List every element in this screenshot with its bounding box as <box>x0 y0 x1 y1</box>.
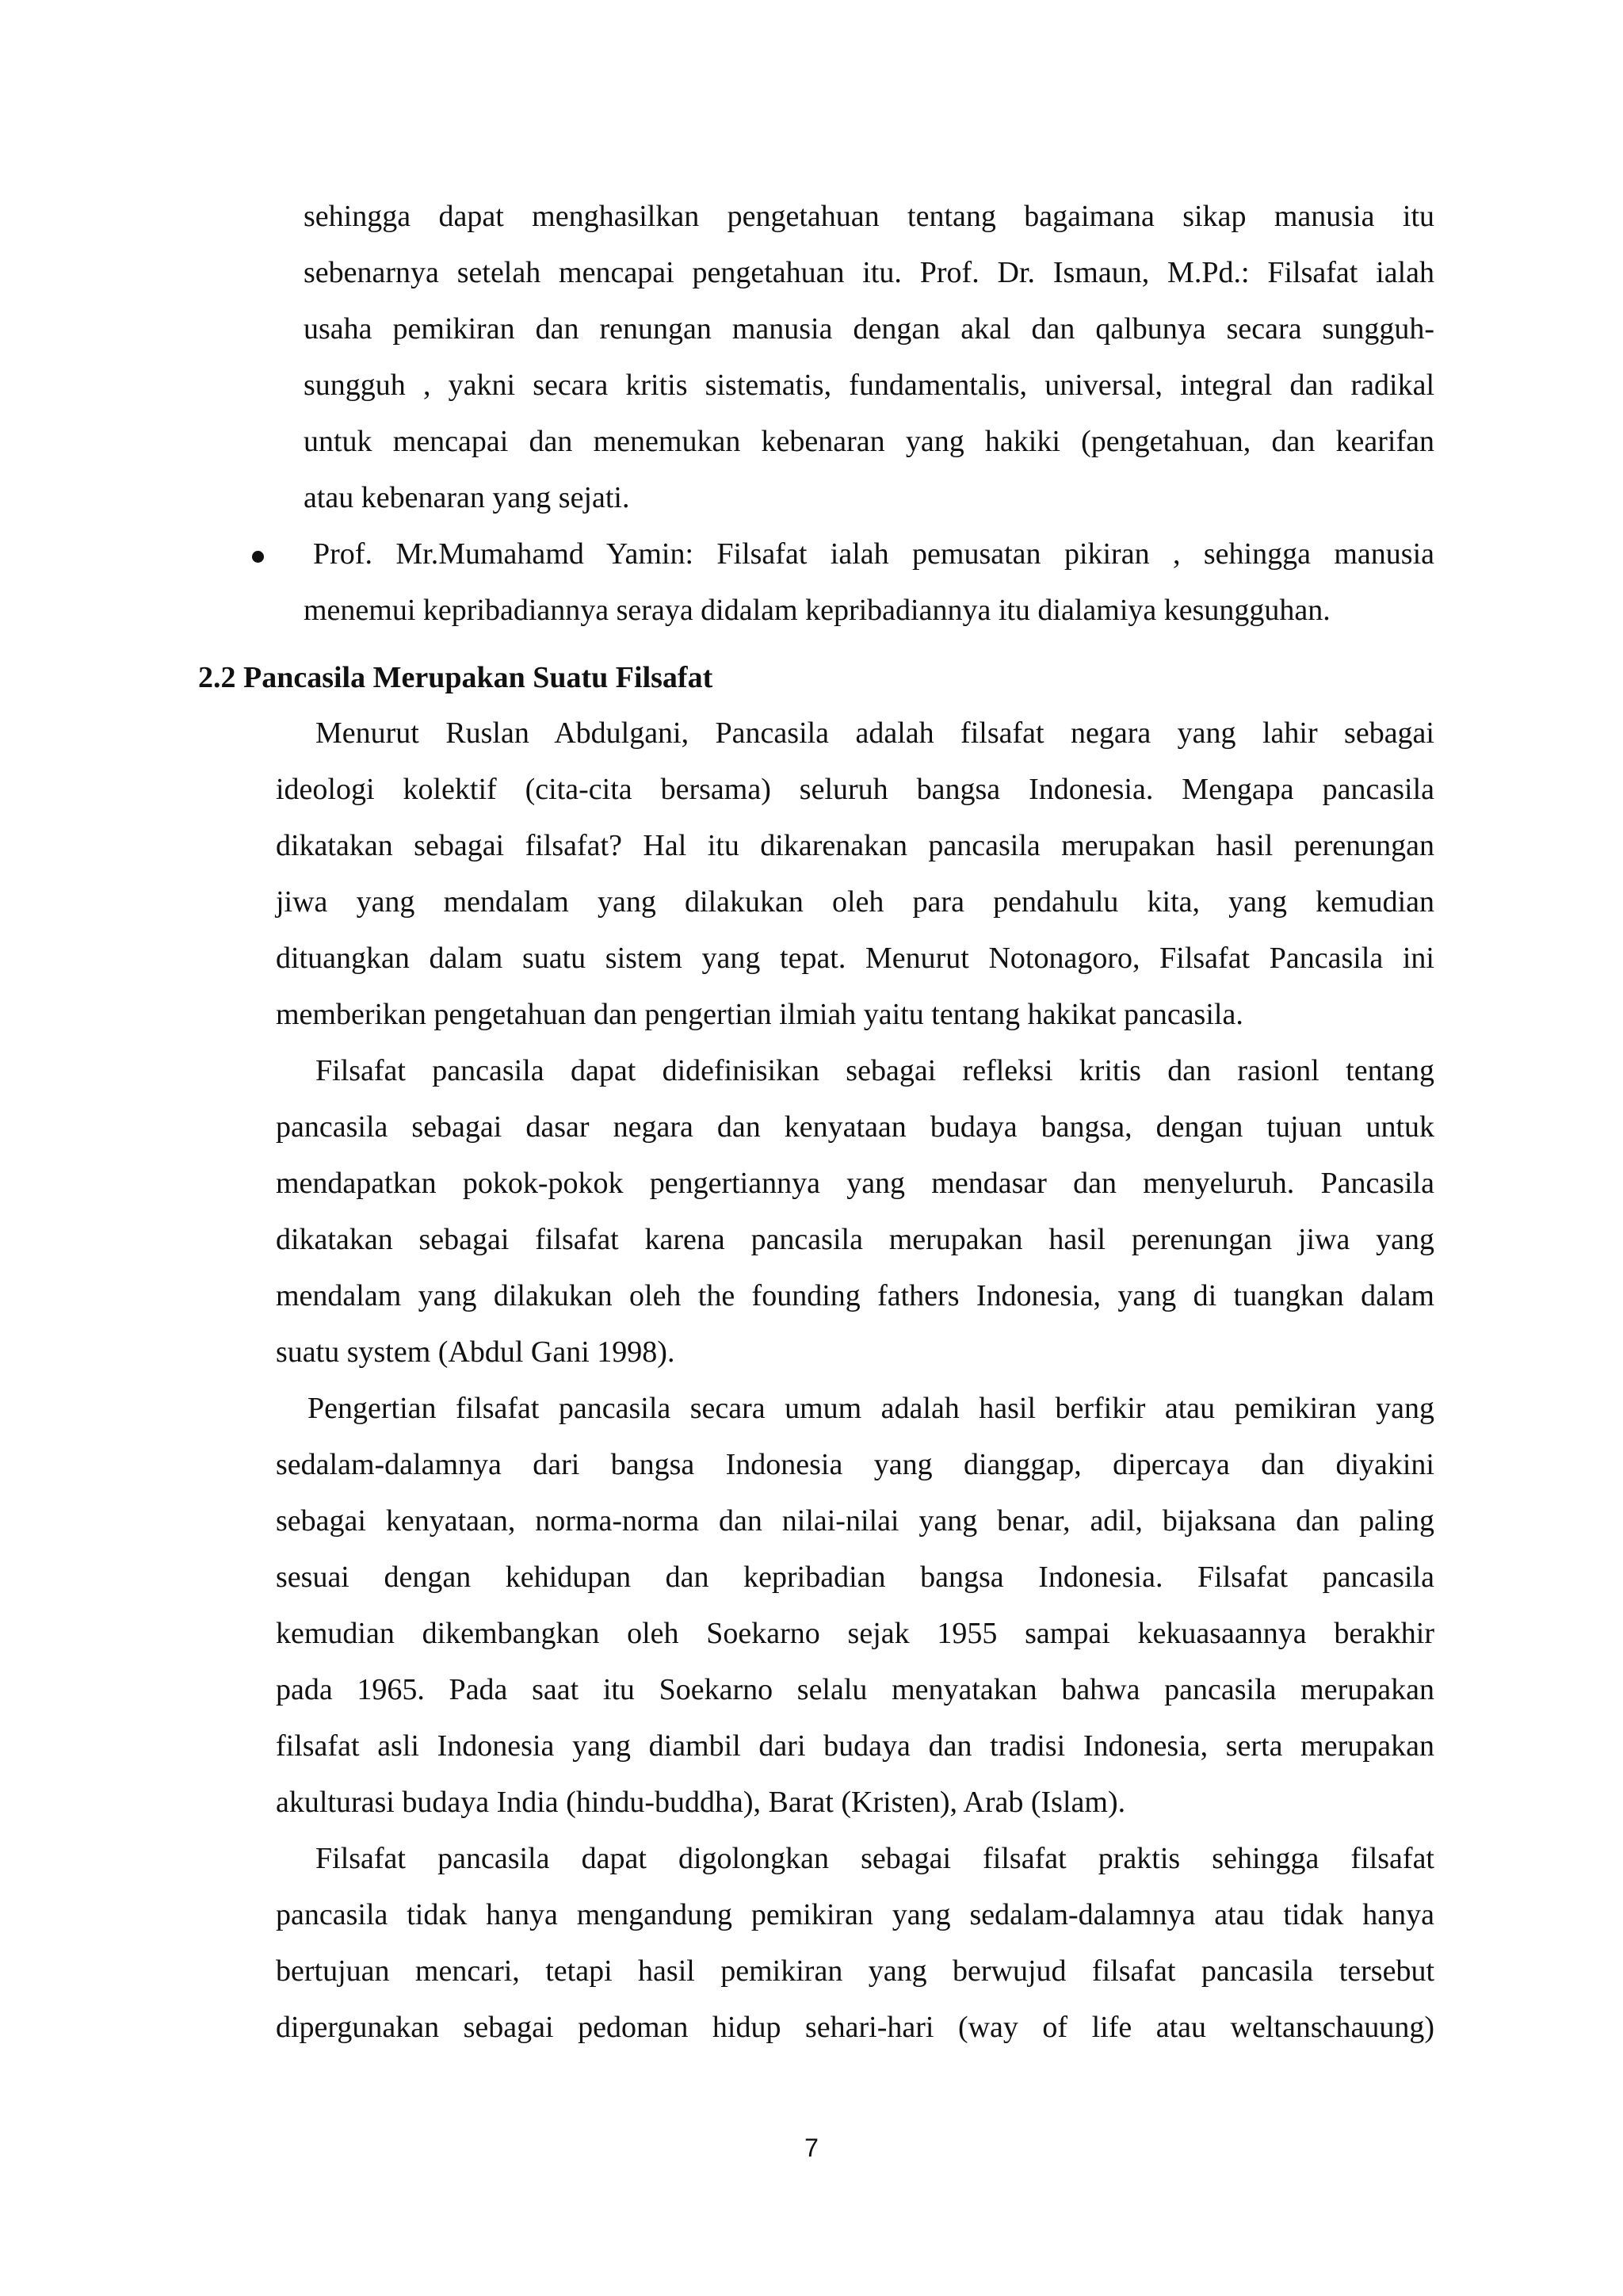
text-line: filsafat asli Indonesia yang diambil dari budaya dan tradisi Indonesia, serta merupakan <box>276 1729 1434 1763</box>
text-line: Prof. Mr.Mumahamd Yamin: Filsafat ialah pemusatan pikiran , sehingga manusia <box>313 537 1434 571</box>
text-line: akulturasi budaya India (hindu-buddha), Barat (Kristen), Arab (Islam). <box>276 1786 1126 1819</box>
text-line: sesuai dengan kehidupan dan kepribadian bangsa Indonesia. Filsafat pancasila <box>276 1561 1434 1594</box>
page-number: 7 <box>804 2134 819 2162</box>
text-line: memberikan pengetahuan dan pengertian ilmiah yaitu tentang hakikat pancasila. <box>276 998 1243 1031</box>
text-line: dipergunakan sebagai pedoman hidup sehari-hari (way of life atau weltanschauung) <box>276 2011 1434 2044</box>
text-line: sedalam-dalamnya dari bangsa Indonesia yang dianggap, dipercaya dan diyakini <box>276 1448 1434 1481</box>
text-line: sungguh , yakni secara kritis sistematis, fundamentalis, universal, integral dan radikal <box>304 369 1434 402</box>
text-line: sebenarnya setelah mencapai pengetahuan itu. Prof. Dr. Ismaun, M.Pd.: Filsafat ialah <box>304 256 1434 289</box>
text-line: dikatakan sebagai filsafat? Hal itu dikarenakan pancasila merupakan hasil perenungan <box>276 829 1434 862</box>
text-line: Filsafat pancasila dapat digolongkan sebagai filsafat praktis sehingga filsafat <box>315 1842 1434 1875</box>
paragraph-2 <box>276 1043 1434 1381</box>
text-line: atau kebenaran yang sejati. <box>304 481 630 514</box>
text-line: sebagai kenyataan, norma-norma dan nilai-nilai yang benar, adil, bijaksana dan paling <box>276 1504 1434 1538</box>
text-line: Menurut Ruslan Abdulgani, Pancasila adalah filsafat negara yang lahir sebagai <box>315 716 1434 750</box>
paragraph-4 <box>276 1831 1434 2056</box>
section-heading: 2.2 Pancasila Merupakan Suatu Filsafat <box>198 661 713 694</box>
text-line: bertujuan mencari, tetapi hasil pemikiran yang berwujud filsafat pancasila tersebut <box>276 1954 1434 1988</box>
text-line: dikatakan sebagai filsafat karena pancasila merupakan hasil perenungan jiwa yang <box>276 1223 1434 1256</box>
text-line: dituangkan dalam suatu sistem yang tepat. Menurut Notonagoro, Filsafat Pancasila ini <box>276 942 1434 975</box>
text-line: sehingga dapat menghasilkan pengetahuan tentang bagaimana sikap manusia itu <box>304 200 1434 233</box>
text-line: mendalam yang dilakukan oleh the founding fathers Indonesia, yang di tuangkan dalam <box>276 1279 1434 1312</box>
text-line: pancasila tidak hanya mengandung pemikiran yang sedalam-dalamnya atau tidak hanya <box>276 1898 1434 1931</box>
text-line: untuk mencapai dan menemukan kebenaran yang hakiki (pengetahuan, dan kearifan <box>304 425 1434 458</box>
text-line: mendapatkan pokok-pokok pengertiannya yang mendasar dan menyeluruh. Pancasila <box>276 1167 1434 1200</box>
paragraph-3 <box>276 1381 1434 1831</box>
bullet-item <box>304 526 1434 639</box>
intro-paragraph <box>304 189 1434 526</box>
text-line: menemui kepribadiannya seraya didalam kepribadiannya itu dialamiya kesungguhan. <box>304 594 1331 627</box>
text-line: suatu system (Abdul Gani 1998). <box>276 1335 675 1369</box>
text-line: pada 1965. Pada saat itu Soekarno selalu menyatakan bahwa pancasila merupakan <box>276 1673 1434 1706</box>
text-line: kemudian dikembangkan oleh Soekarno sejak 1955 sampai kekuasaannya berakhir <box>276 1617 1434 1650</box>
text-line: ideologi kolektif (cita-cita bersama) seluruh bangsa Indonesia. Mengapa pancasila <box>276 773 1434 806</box>
paragraph-1 <box>276 705 1434 1043</box>
bullet-icon <box>252 551 264 563</box>
text-line: usaha pemikiran dan renungan manusia dengan akal dan qalbunya secara sungguh- <box>304 312 1434 346</box>
text-line: jiwa yang mendalam yang dilakukan oleh para pendahulu kita, yang kemudian <box>276 885 1434 919</box>
text-line: pancasila sebagai dasar negara dan kenyataan budaya bangsa, dengan tujuan untuk <box>276 1110 1434 1144</box>
text-line: Filsafat pancasila dapat didefinisikan sebagai refleksi kritis dan rasionl tentang <box>315 1054 1434 1087</box>
text-line: Pengertian filsafat pancasila secara umum adalah hasil berfikir atau pemikiran yang <box>307 1392 1434 1425</box>
